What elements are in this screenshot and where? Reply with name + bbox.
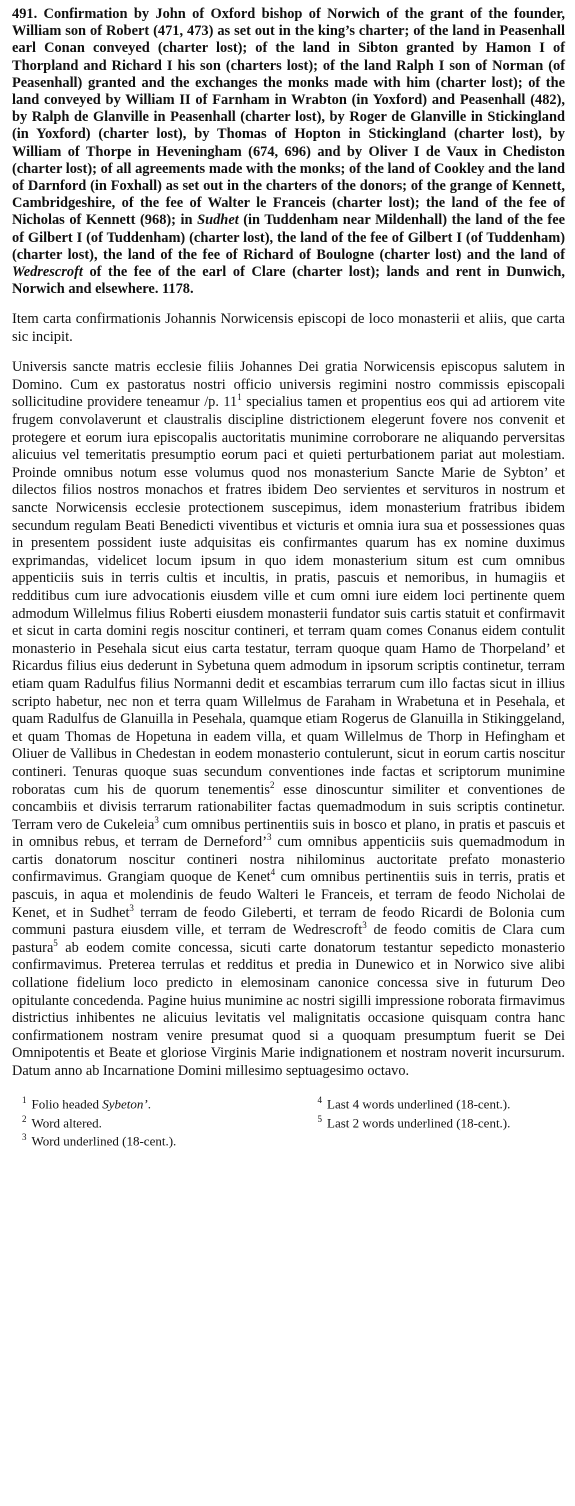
footnote-italic: Sybeton’ bbox=[102, 1095, 148, 1111]
footnote-text: Last 2 words underlined (18-cent.). bbox=[327, 1114, 511, 1130]
entry-heading bbox=[12, 6, 565, 298]
footnote-ref: 1 bbox=[237, 392, 242, 403]
footnote-ref: 3 bbox=[129, 902, 134, 913]
charter-text-segment: cum omnibus pertinentiis suis in terris, pratis et pascuis, in aqua et molendinis de feudo Walteri le Franceis, et terram de feodo Nicholai de Kenet, et in Sudhet bbox=[12, 869, 566, 921]
footnotes bbox=[12, 1093, 565, 1150]
charter-text-segment: cum omnibus appenticiis suis quemadmodum in cartis donatorum noscitur contineri nostra nihilominus auctoritate prefato monasterio confirmavimus. Grangiam quoque de Kenet bbox=[12, 834, 566, 886]
footnote-ref: 4 bbox=[270, 867, 276, 878]
heading-text-1: Confirmation by John of Oxford bishop of Norwich of the grant of the founder, William son of Robert (471, 473) as set out in the king’s charter; of the land in Peasenhall earl Conan conveyed (charter lost); of the land in Sibton granted by Hamon I of Thorpland and Richard I his son (charters lost); of the land Ralph I son of Norman (of Peasenhall) granted and the exchanges the monks made with him (charter lost); of the land conveyed by William II of Farnham in Wrabton (in Yoxford) and Peasenhall (482), by Ralph de Glanville in Peasenhall (charter lost), by Roger de Glanville in Stickingland (in Yoxford) (charter lost), by Thomas of Hopton in Stickingland (charter lost), by William of Thorpe in Heveningham (674, 696) and by Oliver I de Vaux in Chediston (charter lost); of all agreements made with the monks; of the land of Cookley and the land of Darnford (in Foxhall) as set out in the charters of the donors; of the grange of Kennett, Cambridgeshire, of the fee of Walter le Franceis (charter lost); the land of the fee of Nicholas of Kennett (968); in bbox=[12, 6, 565, 229]
heading-text-2: (in Tuddenham near Mildenhall) the land of the fee of Gilbert I (of Tuddenham) (charter lost), the land of the fee of Gilbert I (of Tuddenham) (charter lost), the land of the fee of Richard of Boulogne (charter lost) and the land of bbox=[12, 212, 565, 263]
footnote-ref: 2 bbox=[269, 779, 275, 790]
footnote-ref: 3 bbox=[362, 920, 367, 931]
charter-text-segment: cum omnibus pertinentiis suis in bosco et plano, in pratis et pascuis et in omnibus rebus, et terram de Derneford’ bbox=[12, 816, 565, 851]
footnote-5 bbox=[318, 1112, 566, 1131]
footnote-4 bbox=[318, 1093, 566, 1112]
charter-text-segment: de feodo comitis de Clara cum pastura bbox=[12, 922, 565, 956]
charter-text-segment: terram de feodo Gileberti, et terram de feodo Ricardi de Bolonia cum communi pastura eiusdem ville, et terram de Wedrescroft bbox=[12, 904, 565, 939]
heading-text-3: of the fee of the earl of Clare (charter lost); lands and rent in Dunwich, Norwich and elsewhere. 1178. bbox=[12, 264, 565, 298]
footnote-text-end: . bbox=[147, 1095, 151, 1111]
footnote-number: 2 bbox=[22, 1113, 27, 1124]
footnotes-left-column bbox=[22, 1093, 288, 1150]
footnote-3 bbox=[22, 1130, 288, 1149]
charter-paragraph bbox=[12, 359, 565, 1080]
footnote-1 bbox=[22, 1093, 288, 1112]
footnote-ref: 3 bbox=[154, 814, 159, 825]
footnote-number: 1 bbox=[22, 1094, 27, 1105]
footnote-text: Folio headed bbox=[31, 1095, 103, 1111]
footnote-text: Word altered. bbox=[31, 1114, 102, 1130]
charter-text bbox=[12, 359, 565, 1080]
charter-text-segment: esse dinoscuntur similiter et conventiones de concambiis et divisis terrarum rationabiliter factas quemadmodum in suis scriptis continetur. Terram vero de Cukeleia bbox=[12, 781, 565, 833]
footnote-2 bbox=[22, 1112, 288, 1131]
footnote-text: Word underlined (18-cent.). bbox=[31, 1133, 177, 1149]
heading-place-wedrescroft: Wedrescroft bbox=[12, 264, 83, 281]
charter-text-segment: ab eodem comite concessa, sicuti carte donatorum testantur sepedicto monasterio confirmavimus. Preterea terrulas et redditus et predia in Dunewico et in Norwico sive alibi collatione fidelium loco predicto in elemosinam canonice concessa sive in futurum Deo opitulante concedenda. Pagine huius munimine ac nostri sigilli impressione roborata firmavimus districtius inhibentes ne alicuius levitatis vel malignitatis occasione quisquam contra hanc confirmationem nostram venire presumat quod si a quoquam presumptum fuerit se Dei Omnipotentis et Beate et gloriose Virginis Marie indignationem et nostram noverit incursurum. Datum anno ab Incarnatione Domini millesimo septuagesimo octavo. bbox=[12, 939, 565, 1080]
heading-place-sudhet: Sudhet bbox=[197, 212, 239, 229]
charter-text-segment: specialius tamen et propentius eos qui ad artiorem vite frugem convolaverunt et claustralis discipline districtionem elegerunt fovere nos convenit et protegere et eorum iura episcopalis auctoritatis munimine corroborare ne aliquando perversitas alicuius vel temeritatis presumptio eorum paci et quieti perturbationem pariat aut molestiam. Proinde omnibus notum esse volumus quod nos monasterium Sancte Marie de Sybton’ et dilectos filios nostros monachos et fratres ibidem Deo servientes et servituros in nostrum et sancte Norwicensis ecclesie protectionem suscepimus, idem monasterium fratribus ibidem secundum regulam Beati Benedicti viventibus et victuris et omnia iura sua et possessiones quas in presentem possident iuste adquisitas eis confirmantes quarum has ex nomine duximus exprimandas, videlicet locum ipsum in quo idem monasterium situm est cum omnibus appenticiis suis in terris cultis et incultis, in pratis, pascuis et nemoribus, in humagiis et redditibus cum iure advocationis eiusdem ville et cum omni iure eidem loci pertinente quem admodum Willelmus filius Roberti eiusdem monasterii fundator suis cartis statuit et confirmavit et sicut in carta domini regis noscitur contineri, et terram quam comes Conanus eidem contulit monasterio in Pesehala sicut eius carta testatur, terram quoque quam Hamo de Thorpeland’ et Ricardus filius eius dederunt in Sybetuna quem admodum in ipsorum scriptis continetur, terram etiam quam Radulfus filius Normanni dedit et escambias terrarum cum illo factas sicut in illius scripto habetur, nec non et terra quam Willelmus de Faraham in Wrabetuna et in Pesehala, et quam Radulfus de Glanuilla in Pesehala, quamque etiam Rogerus de Glanuilla in Stikinggeland, et quam Thomas de Hopetuna in eadem villa, et quam Willelmus de Thorp in Hefingham et Oliuer de Vallibus in Chedestan in eodem monasterio contulerunt, sicut in eorum cartis noscitur contineri. Tenuras quoque suas secundum conventiones inde factas et scriptorum munimine roboratas cum his de quorum tenementis bbox=[12, 394, 566, 798]
footnote-ref: 5 bbox=[53, 938, 58, 949]
footnote-number: 4 bbox=[317, 1094, 322, 1105]
footnote-text: Last 4 words underlined (18-cent.). bbox=[327, 1095, 511, 1111]
footnote-number: 3 bbox=[22, 1132, 27, 1143]
charter-text-segment: Universis sancte matris ecclesie filiis Johannes Dei gratia Norwicensis episcopus salutem in Domino. Cum ex pastoratus nostri officio universis regimini nostro commissis episcopali sollicitudine providere teneamur /p. 11 bbox=[12, 359, 565, 411]
entry-number: 491. bbox=[12, 6, 38, 22]
footnotes-right-column bbox=[300, 1093, 566, 1150]
intro-rubric: Item carta confirmationis Johannis Norwicensis episcopi de loco monasterii et aliis, que carta sic incipit. bbox=[12, 311, 565, 345]
footnote-number: 5 bbox=[317, 1113, 322, 1124]
footnote-ref: 3 bbox=[266, 832, 272, 843]
